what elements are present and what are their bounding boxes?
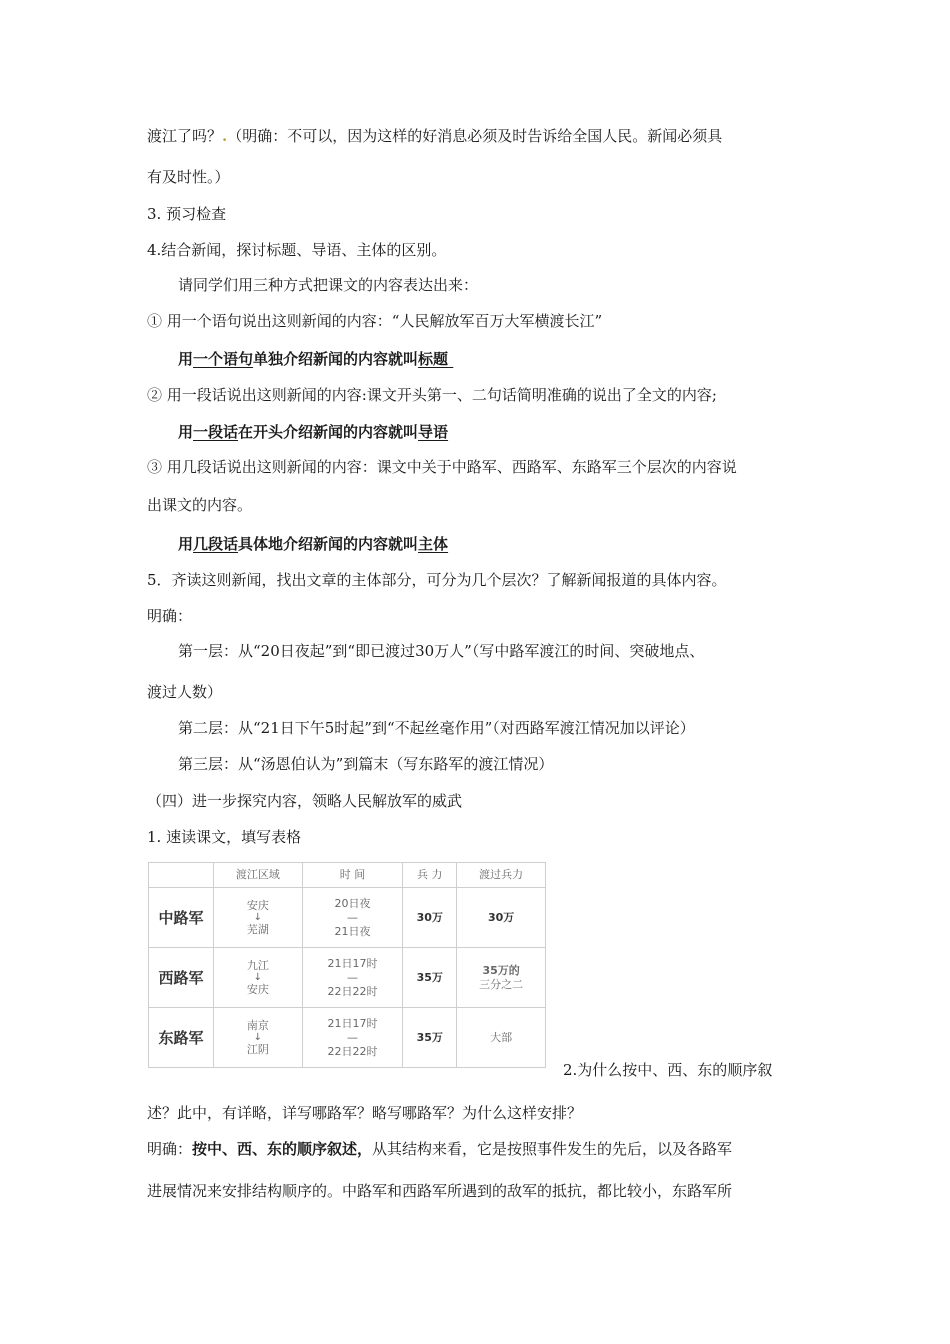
force-cell: 35万 <box>403 948 457 1008</box>
section-heading: 4.结合新闻，探讨标题、导语、主体的区别。 <box>147 241 447 259</box>
down-arrow-icon: ↓ <box>253 971 263 983</box>
definition-body: 用几段话具体地介绍新闻的内容就叫主体 <box>178 535 449 553</box>
crossed-cell: 大部 <box>457 1008 546 1068</box>
paragraph-line: 有及时性。） <box>147 168 230 186</box>
definition-title: 用一个语句单独介绍新闻的内容就叫标题 <box>178 350 449 368</box>
section-heading: （四）进一步探究内容，领略人民解放军的威武 <box>147 792 463 810</box>
paragraph-line: 明确：按中、西、东的顺序叙述，从其结构来看，它是按照事件发生的先后，以及各路军 <box>147 1140 733 1158</box>
region-cell: 安庆 ↓ 芜湖 <box>214 888 303 948</box>
paragraph-line: 第一层：从“20日夜起”到“即已渡过30万人”（写中路军渡江的时间、突破地点、 <box>178 642 705 660</box>
paragraph-line: 第三层：从“汤恩伯认为”到篇末（写东路军的渡江情况） <box>178 755 554 773</box>
table-row <box>149 1008 546 1068</box>
time-cell: 21日17时 — 22日22时 <box>302 948 403 1008</box>
table-row <box>149 948 546 1008</box>
definition-lead: 用一段话在开头介绍新闻的内容就叫导语 <box>178 423 449 441</box>
table-header-cell: 渡江区域 <box>214 863 303 888</box>
crossed-cell: 30万 <box>457 888 546 948</box>
paragraph-line: 请同学们用三种方式把课文的内容表达出来： <box>178 276 479 294</box>
paragraph-line: 出课文的内容。 <box>147 496 253 514</box>
list-item: ② 用一段话说出这则新闻的内容:课文开头第一、二句话简明准确的说出了全文的内容; <box>147 386 717 404</box>
table-header-cell: 时 间 <box>302 863 403 888</box>
list-item: ③ 用几段话说出这则新闻的内容：课文中关于中路军、西路军、东路军三个层次的内容说 <box>147 458 737 476</box>
down-arrow-icon: ↓ <box>253 1031 263 1043</box>
army-cell: 中路军 <box>149 888 214 948</box>
crossing-table <box>148 862 546 1068</box>
time-cell: 20日夜 — 21日夜 <box>302 888 403 948</box>
crossed-cell: 35万的 三分之二 <box>457 948 546 1008</box>
mark-dot: . <box>222 127 228 145</box>
section-heading: 1. 速读课文，填写表格 <box>147 828 302 846</box>
paragraph-line: 第二层：从“21日下午5时起”到“不起丝毫作用”（对西路军渡江情况加以评论） <box>178 719 695 737</box>
time-cell: 21日17时 — 22日22时 <box>302 1008 403 1068</box>
paragraph-line: 2.为什么按中、西、东的顺序叙 <box>563 1061 773 1079</box>
region-cell: 九江 ↓ 安庆 <box>214 948 303 1008</box>
paragraph-line: 明确： <box>147 607 193 625</box>
table-header-cell <box>149 863 214 888</box>
army-cell: 东路军 <box>149 1008 214 1068</box>
army-cell: 西路军 <box>149 948 214 1008</box>
paragraph-line: 进展情况来安排结构顺序的。中路军和西路军所遇到的敌军的抵抗，都比较小，东路军所 <box>147 1182 733 1200</box>
down-arrow-icon: ↓ <box>253 911 263 923</box>
list-item: ① 用一个语句说出这则新闻的内容：“人民解放军百万大军横渡长江” <box>147 312 603 330</box>
region-cell: 南京 ↓ 江阴 <box>214 1008 303 1068</box>
paragraph-line: 述？此中，有详略，详写哪路军？略写哪路军？为什么这样安排？ <box>147 1104 583 1122</box>
section-heading: 3. 预习检查 <box>147 205 227 223</box>
paragraph-line: 渡过人数） <box>147 683 223 701</box>
paragraph-line: 渡江了吗？.（明确：不可以，因为这样的好消息必须及时告诉给全国人民。新闻必须具 <box>147 127 723 145</box>
table-row <box>149 888 546 948</box>
force-cell: 30万 <box>403 888 457 948</box>
table-header-row <box>149 863 546 888</box>
table-header-cell: 兵 力 <box>403 863 457 888</box>
force-cell: 35万 <box>403 1008 457 1068</box>
table-header-cell: 渡过兵力 <box>457 863 546 888</box>
section-heading: 5．齐读这则新闻，找出文章的主体部分，可分为几个层次？了解新闻报道的具体内容。 <box>147 571 727 589</box>
